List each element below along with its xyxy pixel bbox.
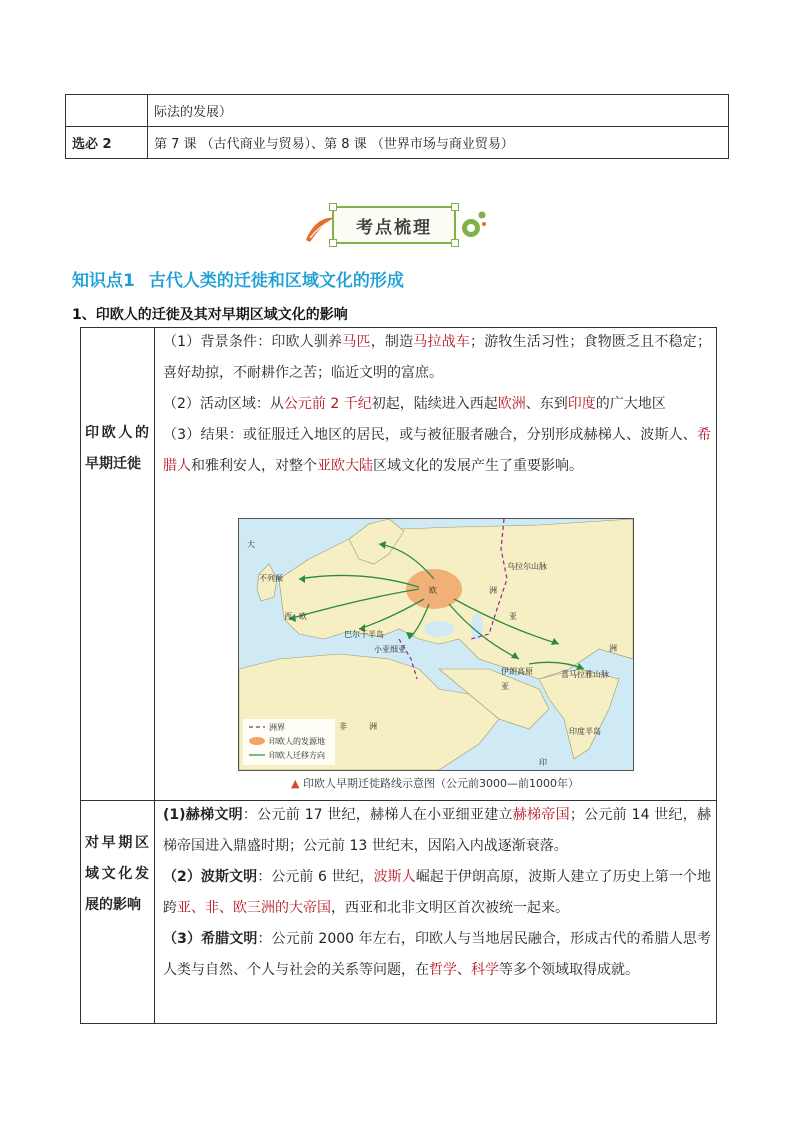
row-text: 第 7 课 （古代商业与贸易）、第 8 课 （世界市场与商业贸易）: [148, 127, 729, 159]
map-label: 大: [247, 540, 255, 549]
map-label: 非: [339, 722, 347, 731]
legend-direction: 印欧人迁移方向: [269, 751, 325, 760]
migration-map: [238, 518, 634, 771]
section-banner: [300, 202, 490, 246]
map-label: 洲: [369, 722, 377, 731]
kp-title-text: 古代人类的迁徙和区域文化的形成: [148, 271, 404, 291]
map-label: 巴尔干半岛: [344, 630, 384, 639]
map-label: 洲: [489, 586, 497, 595]
map-label: 印度半岛: [569, 727, 601, 736]
map-label: 洲: [609, 644, 617, 653]
migration-text: [163, 327, 711, 482]
table-row: [66, 95, 729, 127]
greek-paragraph: （3）希腊文明：公元前 2000 年左右，印欧人与当地居民融合，形成古代的希腊人思考人类与自然、个人与社会的关系等问题，在哲学、科学等多个领域取得成就。: [163, 931, 711, 978]
migration-table: [80, 327, 717, 1024]
map-label: 亚: [501, 682, 509, 691]
map-label: 伊朗高原: [501, 667, 533, 676]
row-label: [66, 95, 148, 127]
result-paragraph: （3）结果：或征服迁入地区的居民，或与被征服者融合，分别形成赫梯人、波斯人、希腊人和雅利安人，对整个亚欧大陆区域文化的发展产生了重要影响。: [163, 427, 711, 474]
row-header-migration: 印欧人的早期迁徙: [85, 425, 149, 472]
map-label: 喜马拉雅山脉: [561, 670, 609, 679]
background-paragraph: （1）背景条件：印欧人驯养马匹，制造马拉战车；游牧生活习性；食物匮乏且不稳定；喜好劫掠，不耐耕作之苦；临近文明的富庶。: [163, 334, 711, 381]
hittite-paragraph: (1)赫梯文明：公元前 17 世纪，赫梯人在小亚细亚建立赫梯帝国；公元前 14 世纪，赫梯帝国进入鼎盛时期；公元前 13 世纪末，因陷入内战逐渐衰落。: [163, 807, 712, 854]
map-label: 欧: [299, 612, 307, 621]
map-label: 不列颠: [259, 574, 283, 583]
map-label: 亚: [509, 612, 517, 621]
banner-box: [332, 206, 456, 244]
map-label: 欧: [429, 586, 437, 595]
map-label: 西: [284, 612, 292, 621]
influence-text: [163, 800, 711, 986]
legend-border: 洲界: [269, 723, 285, 732]
table-row: [66, 127, 729, 159]
row-label: 选必 2: [66, 127, 148, 159]
section-title: 1、印欧人的迁徙及其对早期区域文化的影响: [72, 307, 348, 323]
map-label: 印: [539, 758, 547, 767]
knowledge-point-title: [72, 266, 404, 291]
area-paragraph: （2）活动区域：从公元前 2 千纪初起，陆续进入西起欧洲、东到印度的广大地区: [163, 396, 666, 412]
kp-number: 知识点1: [72, 271, 135, 291]
banner-label: 考点梳理: [356, 218, 432, 238]
map-label: 乌拉尔山脉: [507, 562, 547, 571]
legend-homeland: 印欧人的发源地: [269, 737, 325, 746]
map-label: 小亚细亚: [374, 645, 406, 654]
row-header-influence: 对早期区域文化发展的影响: [85, 835, 149, 913]
persian-paragraph: （2）波斯文明：公元前 6 世纪，波斯人崛起于伊朗高原，波斯人建立了历史上第一个地跨亚、非、欧三洲的大帝国，西亚和北非文明区首次被统一起来。: [163, 869, 711, 916]
top-course-table: [65, 94, 729, 159]
map-caption: ▲ 印欧人早期迁徙路线示意图（公元前3000—前1000年）: [291, 777, 579, 790]
map-graphic: [239, 519, 633, 770]
dots-icon: [460, 208, 490, 248]
row-text: 际法的发展）: [148, 95, 729, 127]
